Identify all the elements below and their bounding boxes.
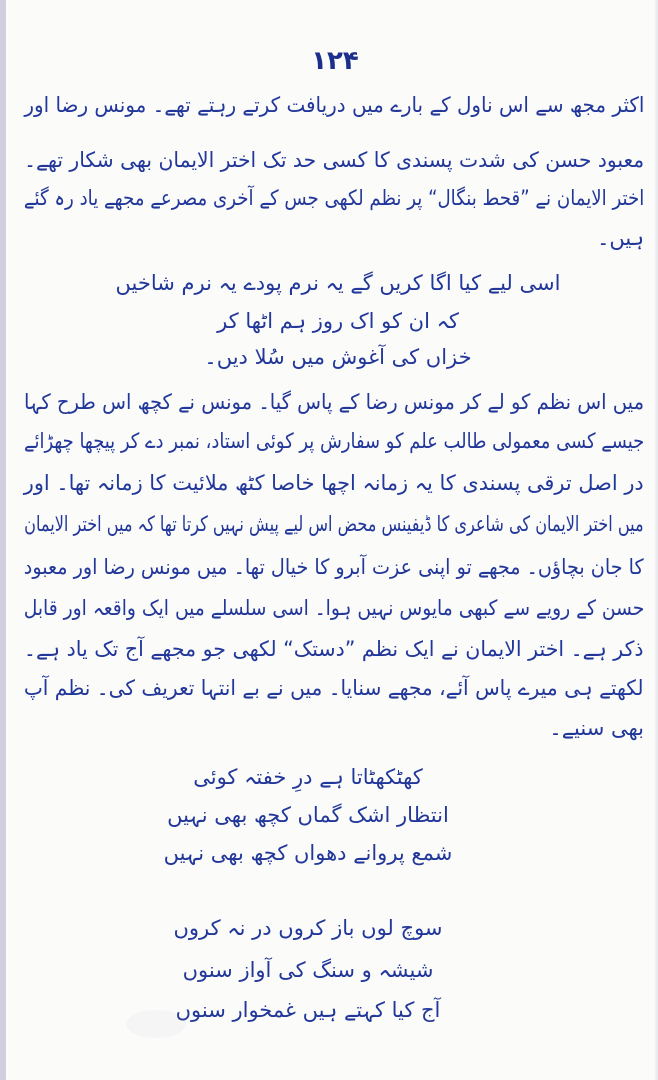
paragraph-1-line-4: ہیں۔: [597, 226, 644, 250]
poem-2-stanza-2-line-3: آج کیا کہتے ہیں غمخوار سنوں: [175, 998, 441, 1022]
paragraph-1-line-3: اختر الایمان نے ”قحط بنگال“ پر نظم لکھی جس کے آخری مصرعے مجھے یاد رہ گئے: [23, 186, 644, 210]
paragraph-2-line-1: میں اس نظم کو لے کر مونس رضا کے پاس گیا۔ مونس نے کچھ اس طرح کہا: [23, 390, 644, 414]
paragraph-2-line-7: ذکر ہے۔ اختر الایمان نے ایک نظم ”دستک“ لکھی جو مجھے آج تک یاد ہے۔: [24, 637, 644, 661]
poem-1-line-1: اسی لیے کیا اگا کریں گے یہ نرم پودے یہ نرم شاخیں: [115, 271, 561, 295]
poem-2-stanza-1-line-2: انتظار اشک گماں کچھ بھی نہیں: [167, 803, 449, 827]
poem-2-stanza-2-line-2: شیشہ و سنگ کی آواز سنوں: [182, 958, 434, 982]
paragraph-2-line-4: میں اختر الایمان کی شاعری کا ڈیفینس محض اس لیے پیش نہیں کرتا تھا کہ میں اختر الایمان: [24, 512, 644, 536]
paragraph-2-line-6: حسن کے رویے سے کبھی مایوس نہیں ہوا۔ اسی سلسلے میں ایک واقعہ اور قابل: [23, 596, 644, 620]
paragraph-2-line-8: لکھتے ہی میرے پاس آئے، مجھے سنایا۔ میں نے بے انتہا تعریف کی۔ نظم آپ: [24, 676, 644, 700]
paragraph-1-line-2: معبود حسن کی شدت پسندی کا کسی حد تک اختر الایمان بھی شکار تھے۔: [23, 148, 644, 172]
paragraph-1-line-1: اکثر مجھ سے اس ناول کے بارے میں دریافت کرتے رہتے تھے۔ مونس رضا اور: [23, 93, 644, 117]
page-number: ۱۲۴: [311, 46, 359, 76]
paper-smudge: [126, 1010, 186, 1038]
poem-2-stanza-2-line-1: سوچ لوں باز کروں در نہ کروں: [173, 916, 443, 940]
paragraph-2-line-3: در اصل ترقی پسندی کا یہ زمانہ اچھا خاصا کٹھ ملائیت کا زمانہ تھا۔ اور: [24, 471, 644, 495]
poem-1-line-2: کہ ان کو اک روز ہم اٹھا کر: [217, 309, 459, 333]
paragraph-2-line-9: بھی سنیے۔: [549, 716, 644, 740]
paragraph-2-line-5: کا جان بچاؤں۔ مجھے تو اپنی عزت آبرو کا خیال تھا۔ میں مونس رضا اور معبود: [24, 555, 644, 579]
poem-2-stanza-1-line-3: شمع پروانے دھواں کچھ بھی نہیں: [163, 841, 453, 865]
paragraph-2-line-2: جیسے کسی معمولی طالب علم کو سفارش پر کوئی استاد، نمبر دے کر پیچھا چھڑائے: [23, 429, 644, 453]
poem-1-line-3: خزاں کی آغوش میں سُلا دیں۔: [204, 345, 472, 369]
poem-2-stanza-1-line-1: کھٹکھٹاتا ہے درِ خفتہ کوئی: [193, 765, 423, 789]
